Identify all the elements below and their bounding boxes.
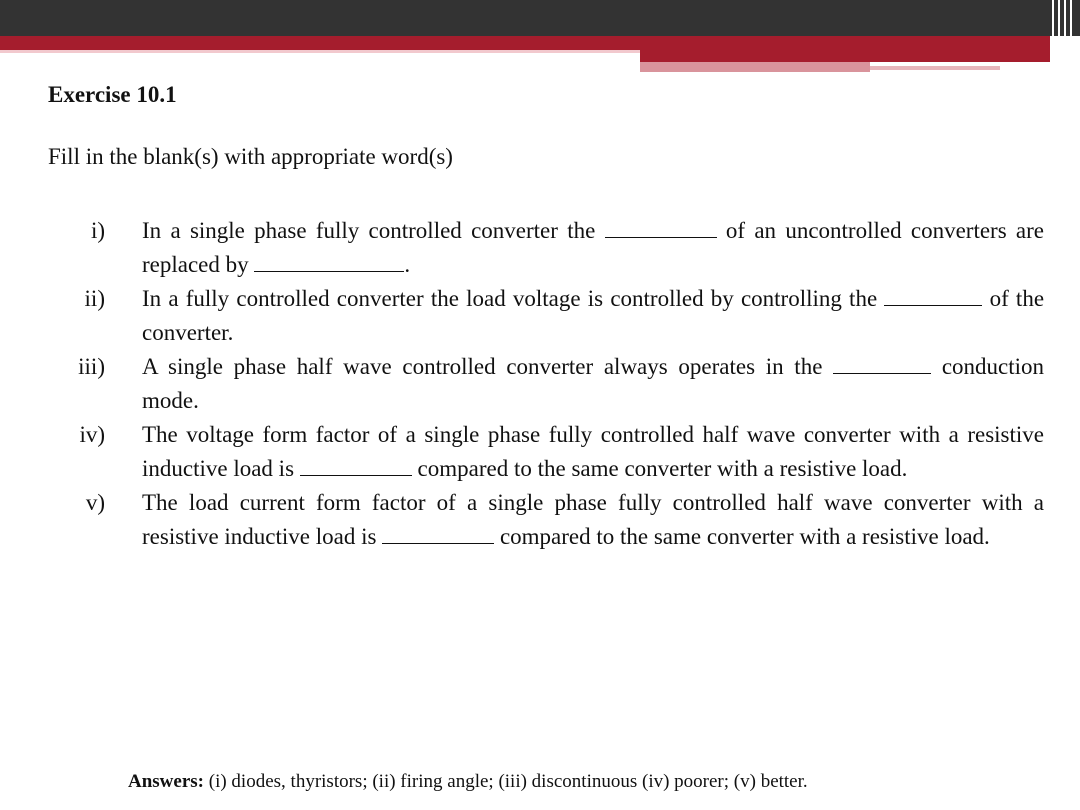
exercise-title: Exercise 10.1: [48, 82, 177, 107]
answers-text: (i) diodes, thyristors; (ii) firing angle; (iii) discontinuous (iv) poorer; (v) better.: [208, 771, 808, 792]
question-text: A single phase half wave controlled converter always operates in the: [142, 354, 823, 379]
answers-line: [128, 771, 808, 793]
question-text: of the converter.: [142, 286, 1045, 345]
question-number: ii): [84, 286, 105, 311]
question-number: v): [85, 490, 105, 515]
question-item: [60, 214, 1044, 282]
question-number: iii): [78, 354, 105, 379]
header-accent-line: [0, 50, 640, 53]
question-text: compared to the same converter with a resistive load.: [417, 456, 908, 481]
answer-blank: [254, 256, 404, 272]
answers-label: Answers:: [128, 771, 204, 792]
instruction-text: Fill in the blank(s) with appropriate word(s): [48, 144, 453, 169]
question-item: [60, 282, 1044, 350]
header-accent-line: [640, 62, 870, 72]
answer-blank: [382, 528, 494, 544]
header-dark-band: [0, 0, 1080, 36]
question-text: In a single phase fully controlled converter the: [142, 218, 596, 243]
question-text: In a fully controlled converter the load voltage is controlled by controlling the: [142, 286, 878, 311]
header-red-band-lower: [640, 50, 1050, 62]
question-text: of an uncontrolled converters are replaced by: [142, 218, 1045, 277]
answer-blank: [884, 290, 982, 306]
question-text: .: [404, 252, 411, 277]
question-number: i): [90, 218, 105, 243]
question-item: [60, 418, 1044, 486]
question-number: iv): [79, 422, 105, 447]
header-red-band: [0, 36, 1050, 50]
question-text: The voltage form factor of a single phase fully controlled half wave converter with a resistive inductive load is: [142, 422, 1044, 481]
answer-blank: [300, 460, 412, 476]
header-stripes: [1048, 0, 1080, 70]
question-item: [60, 486, 1044, 554]
question-text: compared to the same converter with a resistive load.: [499, 524, 990, 549]
question-text: The load current form factor of a single phase fully controlled half wave converter with a resistive inductive load is: [142, 490, 1044, 549]
header-accent-line: [870, 66, 1000, 70]
answer-blank: [605, 222, 717, 238]
answer-blank: [833, 358, 931, 374]
question-list: [60, 214, 1044, 554]
question-item: [60, 350, 1044, 418]
question-text: conduction mode.: [142, 354, 1045, 413]
